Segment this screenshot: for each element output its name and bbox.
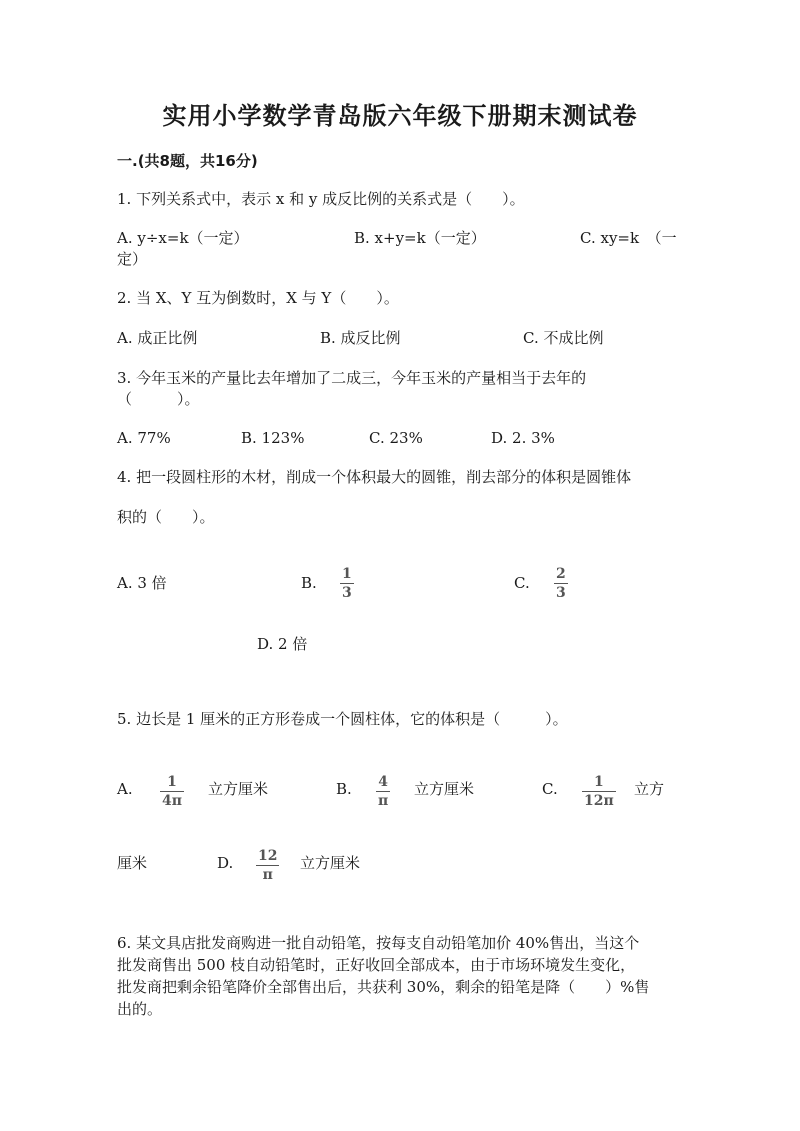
question-5-option-c-fraction	[582, 774, 616, 809]
fraction-denominator: π	[262, 867, 273, 883]
fraction-bar	[376, 791, 390, 792]
fraction-numerator: 2	[556, 566, 566, 582]
question-5-option-c-unit-wrap: 厘米	[117, 854, 148, 872]
fraction-numerator: 1	[593, 774, 604, 790]
question-4-stem-line1: 4. 把一段圆柱形的木材，削成一个体积最大的圆锥，削去部分的体积是圆锥体	[117, 468, 632, 486]
question-5-option-c-unit: 立方	[634, 780, 665, 798]
question-4-option-b-label: B.	[301, 574, 317, 592]
fraction-denominator: 3	[342, 585, 352, 601]
question-3-option-b: B. 123%	[241, 429, 305, 447]
question-5-option-d-label: D.	[217, 854, 234, 872]
fraction-bar	[256, 865, 279, 866]
question-5-stem: 5. 边长是 1 厘米的正方形卷成一个圆柱体，它的体积是（ ）。	[117, 710, 568, 728]
question-1-option-a: A. y÷x=k（一定）	[117, 229, 249, 247]
fraction-denominator: π	[378, 793, 389, 809]
question-3-option-c: C. 23%	[369, 429, 423, 447]
question-5-option-b-label: B.	[336, 780, 352, 798]
question-2-option-c: C. 不成比例	[523, 329, 604, 347]
fraction-numerator: 1	[167, 774, 177, 790]
fraction-denominator: 3	[556, 585, 566, 601]
page-title: 实用小学数学青岛版六年级下册期末测试卷	[162, 102, 638, 130]
question-5-option-a-fraction	[160, 774, 184, 809]
question-3-stem-line1: 3. 今年玉米的产量比去年增加了二成三，今年玉米的产量相当于去年的	[117, 369, 587, 387]
fraction-numerator: 12	[258, 848, 278, 864]
question-5-option-a-label: A.	[117, 780, 133, 798]
question-5-option-b-fraction	[376, 774, 390, 809]
fraction-bar	[554, 583, 568, 584]
question-5-option-c-label: C.	[542, 780, 558, 798]
question-6-line2: 批发商售出 500 枝自动铅笔时，正好收回全部成本，由于市场环境发生变化，	[117, 956, 636, 974]
question-1-option-c-wrap: 定）	[117, 250, 148, 268]
fraction-denominator: 4π	[162, 793, 182, 809]
question-1-option-c: C. xy=k （一	[580, 229, 677, 247]
question-4-option-d: D. 2 倍	[257, 635, 308, 653]
question-5-option-a-unit: 立方厘米	[208, 780, 269, 798]
question-2-option-a: A. 成正比例	[117, 329, 198, 347]
fraction-bar	[340, 583, 354, 584]
question-4-option-a: A. 3 倍	[117, 574, 167, 592]
question-6-line3: 批发商把剩余铅笔降价全部售出后，共获利 30%，剩余的铅笔是降（ ）%售	[117, 978, 650, 996]
question-6-line4: 出的。	[117, 1000, 163, 1018]
question-3-stem-line2: （ ）。	[117, 390, 200, 408]
question-6-line1: 6. 某文具店批发商购进一批自动铅笔，按每支自动铅笔加价 40%售出，当这个	[117, 934, 640, 952]
fraction-bar	[160, 791, 184, 792]
question-5-option-b-unit: 立方厘米	[414, 780, 475, 798]
question-3-option-d: D. 2. 3%	[491, 429, 555, 447]
fraction-numerator: 1	[342, 566, 352, 582]
fraction-denominator: 12π	[584, 793, 614, 809]
question-1-option-b: B. x+y=k（一定）	[354, 229, 486, 247]
question-5-option-d-unit: 立方厘米	[300, 854, 361, 872]
question-4-stem-line2: 积的（ ）。	[117, 508, 215, 526]
question-4-option-b-fraction	[340, 566, 354, 601]
question-1-stem: 1. 下列关系式中，表示 x 和 y 成反比例的关系式是（ ）。	[117, 190, 525, 208]
section-heading: 一.(共8题，共16分)	[117, 152, 258, 170]
question-4-option-c-fraction	[554, 566, 568, 601]
fraction-numerator: 4	[378, 774, 388, 790]
fraction-bar	[582, 791, 616, 792]
question-5-option-d-fraction	[256, 848, 279, 883]
question-4-option-c-label: C.	[514, 574, 530, 592]
question-2-stem: 2. 当 X、Y 互为倒数时，X 与 Y（ ）。	[117, 289, 399, 307]
question-3-option-a: A. 77%	[117, 429, 171, 447]
question-2-option-b: B. 成反比例	[320, 329, 401, 347]
